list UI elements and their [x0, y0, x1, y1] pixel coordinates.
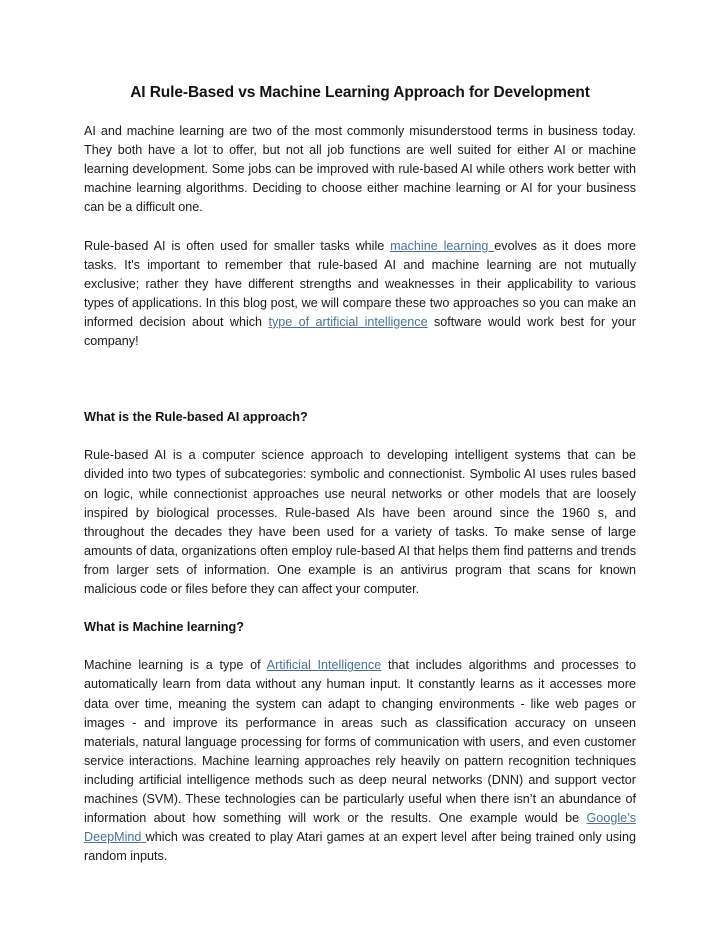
section-spacer-large — [84, 351, 636, 408]
type-of-artificial-intelligence-link[interactable]: type of artificial intelligence — [268, 314, 428, 329]
document-content — [84, 82, 636, 866]
artificial-intelligence-link[interactable]: Artificial Intelligence — [266, 658, 382, 673]
machine-learning-text-before-ai-link: Machine learning is a type of — [84, 658, 267, 673]
heading-machine-learning: What is Machine learning? — [84, 620, 245, 635]
second-paragraph-text-before-machine-learning-link: Rule-based AI is often used for smaller tasks while — [84, 238, 391, 253]
google-deepmind-link[interactable]: Google’s DeepMind — [84, 811, 636, 845]
second-paragraph-text-between-links: evolves as it does more tasks. It's important to remember that rule-based AI and machine learning are not mutually exclusive; rather they have different strengths and weaknesses in their applicability to various types of applications. In this blog post, we will compare these two approaches so you can make an informed decision about which — [84, 238, 636, 329]
rule-based-ai-paragraph: Rule-based AI is a computer science approach to developing intelligent systems that can be divided into two types of subcategories: symbolic and connectionist. Symbolic AI uses rules based on logic, while connectionist approaches use neural networks or other models that are loosely inspired by biological processes. Rule-based AIs have been around since the 1960 s, and throughout the decades they have been used for a variety of tasks. To make sense of large amounts of data, organizations often employ rule-based AI that helps them find patterns and trends from larger sets of information. One example is an antivirus program that scans for known malicious code or files before they can affect your computer. — [84, 448, 636, 596]
machine-learning-link[interactable]: machine learning — [390, 238, 489, 253]
machine-learning-text-between-links: that includes algorithms and processes to automatically learn from data without any human input. It constantly learns as it accesses more data over time, meaning the system can adapt to changing environments - like web pages or images - and improve its performance in areas such as classification accuracy on unseen materials, natural language processing for forms of communication with users, and even customer service interactions. Machine learning approaches rely heavily on pattern recognition techniques including artificial intelligence methods such as deep neural networks (DNN) and support vector machines (SVM). These technologies can be particularly useful when there isn’t an abundance of information about how something will work or the results. One example would be — [84, 658, 636, 826]
intro-paragraph — [84, 122, 636, 217]
second-paragraph-text-after-links: software would work best for your company! — [84, 314, 636, 349]
heading-spacer-rule-based — [84, 427, 636, 446]
page-title: AI Rule-Based vs Machine Learning Approach for Development — [130, 84, 590, 101]
heading-rule-based-ai-approach: What is the Rule-based AI approach? — [84, 410, 308, 425]
intro-paragraph-text: AI and machine learning are two of the most commonly misunderstood terms in business today. They both have a lot to offer, but not all job functions are well suited for either AI or machine learning development. Some jobs can be improved with rule-based AI while others work better with machine learning algorithms. Deciding to choose either machine learning or AI for your business can be a difficult one. — [84, 124, 636, 215]
second-paragraph — [84, 237, 636, 352]
machine-learning-paragraph — [84, 656, 636, 866]
machine-learning-text-after-links: which was created to play Atari games at an expert level after being trained only using random inputs. — [84, 830, 636, 864]
section-spacer-machine-learning — [84, 599, 636, 618]
heading-spacer-machine-learning — [84, 637, 636, 656]
